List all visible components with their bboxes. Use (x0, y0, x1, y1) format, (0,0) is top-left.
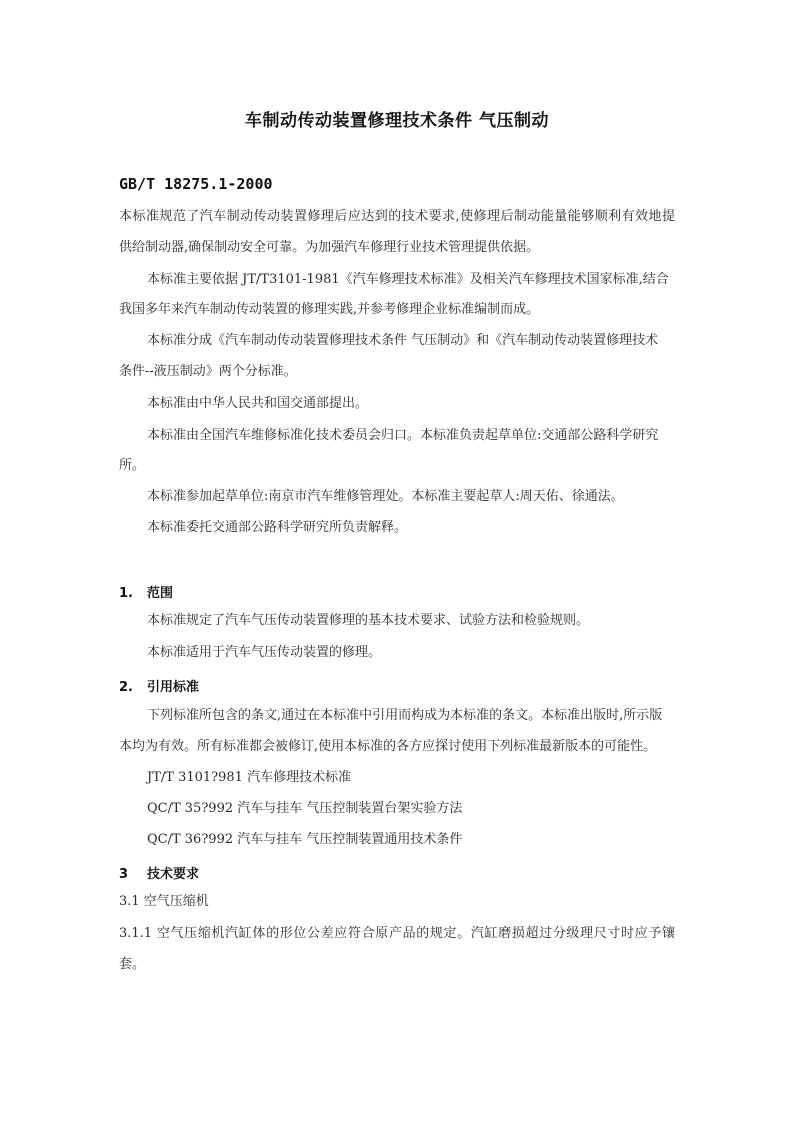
section-heading-tech-req (119, 863, 199, 882)
section-line: 套。 (119, 957, 146, 972)
document-title: 车制动传动装置修理技术条件 气压制动 (245, 111, 549, 131)
section-heading-references (119, 676, 199, 695)
section-line: 本均为有效。所有标准都会被修订,使用本标准的各方应探讨使用下列标准最新版本的可能性。 (119, 739, 657, 754)
section-number: 1. (119, 586, 133, 601)
reference-item: JT/T 3101?981 汽车修理技术标准 (147, 770, 352, 785)
foreword-line: 本标准由中华人民共和国交通部提出。 (147, 396, 369, 411)
foreword-line: 条件--液压制动》两个分标准。 (119, 364, 297, 379)
section-title: 范围 (147, 586, 174, 601)
section-heading-scope (119, 582, 173, 601)
section-number: 3 (119, 867, 129, 882)
foreword-line: 本标准分成《汽车制动传动装置修理技术条件 气压制动》和《汽车制动传动装置修理技术 (147, 333, 659, 348)
section-number: 2. (119, 680, 133, 695)
foreword-line: 我国多年来汽车制动传动装置的修理实践,并参考修理企业标准编制而成。 (119, 302, 540, 317)
foreword-line: 本标准规范了汽车制动传动装置修理后应达到的技术要求,使修理后制动能量能够顺利有效地提 (119, 209, 675, 224)
foreword-line: 本标准参加起草单位:南京市汽车维修管理处。本标准主要起草人:周天佑、徐通法。 (147, 489, 624, 504)
section-title: 技术要求 (147, 867, 200, 882)
section-title: 引用标准 (147, 680, 200, 695)
section-line: 3.1.1 空气压缩机汽缸体的形位公差应符合原产品的规定。汽缸磨损超过分级理尺寸时应予镶 (119, 926, 675, 941)
reference-item: QC/T 35?992 汽车与挂车 气压控制装置台架实验方法 (147, 801, 463, 816)
foreword-line: 本标准委托交通部公路科学研究所负责解释。 (147, 520, 408, 535)
foreword-line: 所。 (119, 458, 146, 473)
standard-code: GB/T 18275.1-2000 (119, 175, 273, 193)
section-line: 下列标准所包含的条文,通过在本标准中引用而构成为本标准的条文。本标准出版时,所示版 (147, 708, 663, 723)
subsection-heading: 3.1 空气压缩机 (119, 894, 209, 909)
reference-item: QC/T 36?992 汽车与挂车 气压控制装置通用技术条件 (147, 832, 463, 847)
section-line: 本标准规定了汽车气压传动装置修理的基本技术要求、试验方法和检验规则。 (147, 613, 590, 628)
foreword-line: 本标准由全国汽车维修标准化技术委员会归口。本标准负责起草单位:交通部公路科学研究 (147, 428, 659, 443)
section-line: 本标准适用于汽车气压传动装置的修理。 (147, 645, 382, 660)
foreword-line: 本标准主要依据 JT/T3101-1981《汽车修理技术标准》及相关汽车修理技术国家标准,结合 (147, 272, 669, 287)
foreword-line: 供给制动器,确保制动安全可靠。为加强汽车修理行业技术管理提供依据。 (119, 240, 540, 255)
